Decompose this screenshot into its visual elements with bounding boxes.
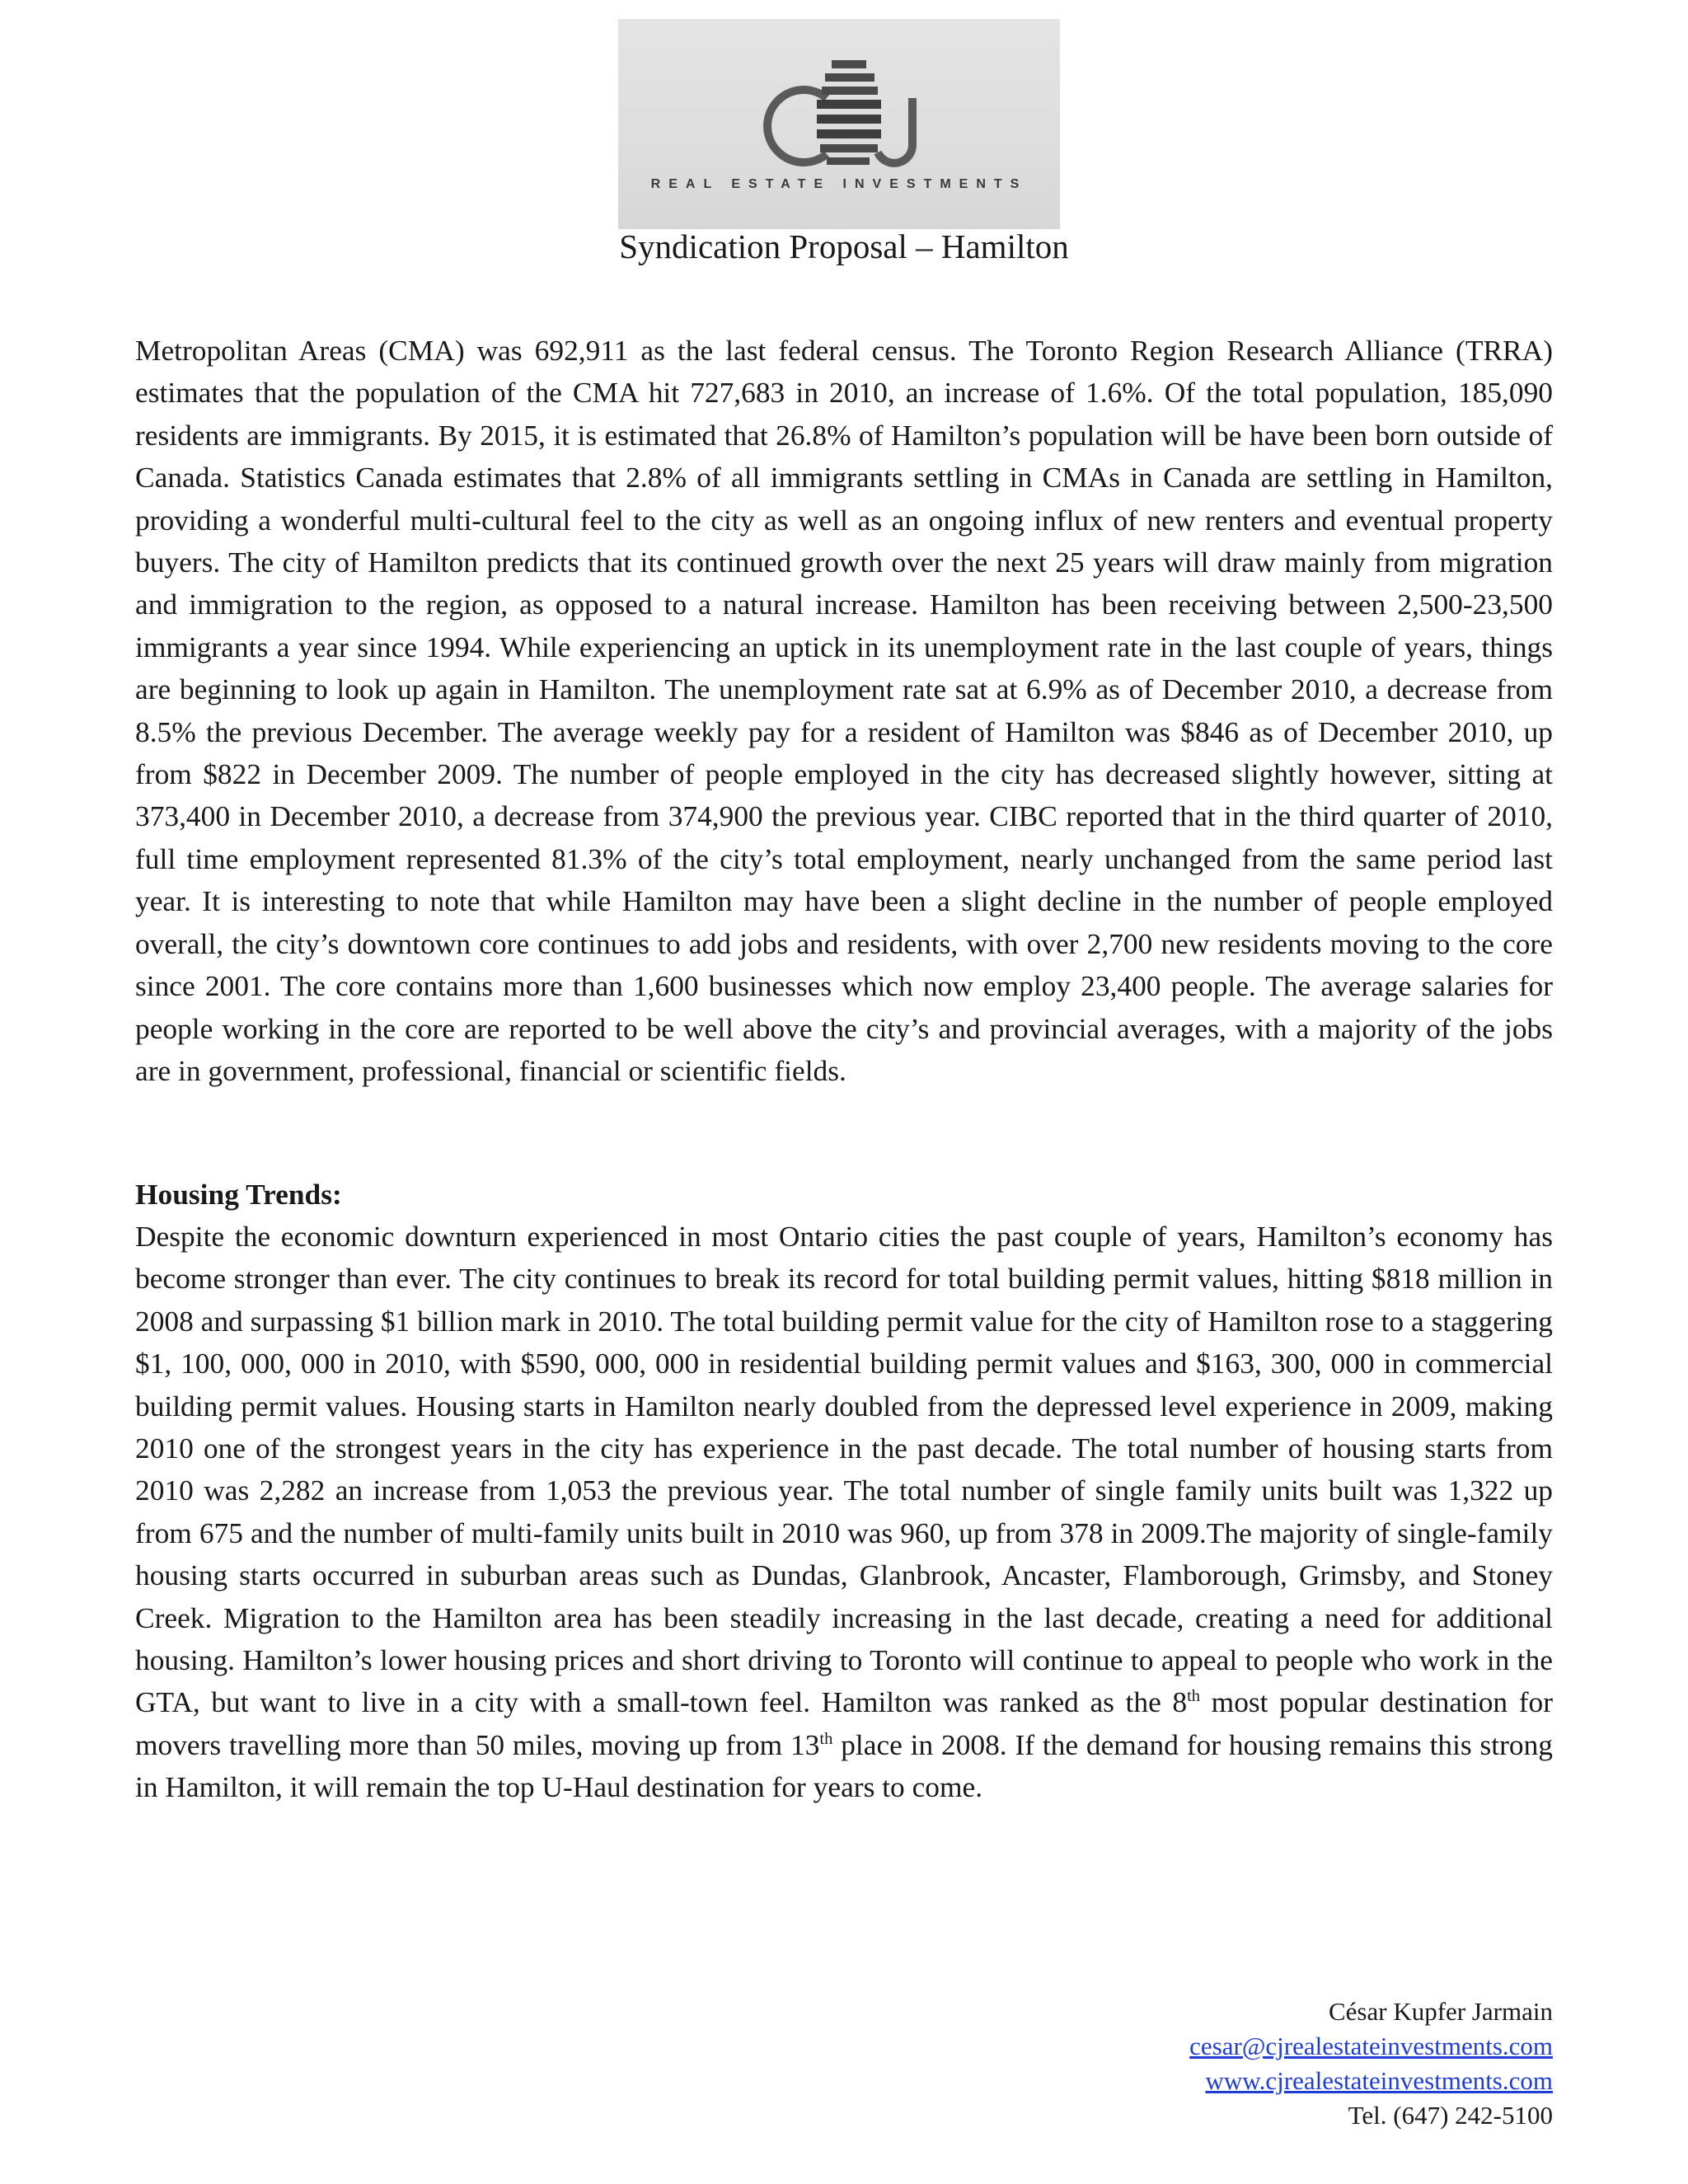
housing-text-part-1: Despite the economic downturn experienced in most Ontario cities the past couple of years, Hamilton’s economy has become stronger than ever. The city continues to break its record for total building permit values, hitting $818 million in 2008 and surpassing $1 billion mark in 2010. The total building permit value for the city of Hamilton rose to a staggering $1, 100, 000, 000 in 2010, with $590, 000, 000 in residential building permit values and $163, 300, 000 in commercial building permit values. Housing starts in Hamilton nearly doubled from the depressed level experience in 2009, making 2010 one of the strongest years in the city has experience in the past decade. The total number of housing starts from 2010 was 2,282 an increase from 1,053 the previous year. The total number of single family units built was 1,322 up from 675 and the number of multi-family units built in 2010 was 960, up from 378 in 2009.The majority of single-family housing starts occurred in suburban areas such as Dundas, Glanbrook, Ancaster, Flamborough, Grimsby, and Stoney Creek. Migration to the Hamilton area has been steadily increasing in the last decade, creating a need for additional housing. Hamilton’s lower housing prices and short driving to Toronto will continue to appeal to people who work in the GTA, but want to live in a city with a small-town feel. Hamilton was ranked as the 8 [135,1220,1553,1719]
housing-trends-text [135,1216,1553,1809]
company-logo [618,19,1060,229]
housing-text-part-2: most popular destination for movers travelling more than 50 miles, moving up from 13 [135,1685,1553,1761]
contact-footer [1189,1994,1553,2133]
email-link[interactable]: cesar@cjrealestateinvestments.com [1189,2032,1553,2060]
intro-paragraph-text: Metropolitan Areas (CMA) was 692,911 as the last federal census. The Toronto Region Research Alliance (TRRA) estimates that the population of the CMA hit 727,683 in 2010, an increase of 1.6%. Of the total population, 185,090 residents are immigrants. By 2015, it is estimated that 26.8% of Hamilton’s population will be have been born outside of Canada. Statistics Canada estimates that 2.8% of all immigrants settling in CMAs in Canada are settling in Hamilton, providing a wonderful multi-cultural feel to the city as well as an ongoing influx of new renters and eventual property buyers. The city of Hamilton predicts that its continued growth over the next 25 years will draw mainly from migration and immigration to the region, as opposed to a natural increase. Hamilton has been receiving between 2,500-23,500 immigrants a year since 1994. While experiencing an uptick in its unemployment rate in the last couple of years, things are beginning to look up again in Hamilton. The unemployment rate sat at 6.9% as of December 2010, a decrease from 8.5% the previous December. The average weekly pay for a resident of Hamilton was $846 as of December 2010, up from $822 in December 2009. The number of people employed in the city has decreased slightly however, sitting at 373,400 in December 2010, a decrease from 374,900 the previous year. CIBC reported that in the third quarter of 2010, full time employment represented 81.3% of the city’s total employment, nearly unchanged from the same period last year. It is interesting to note that while Hamilton may have been a slight decline in the number of people employed overall, the city’s downtown core continues to add jobs and residents, with over 2,700 new residents moving to the core since 2001. The core contains more than 1,600 businesses which now employ 23,400 people. The average salaries for people working in the core are reported to be well above the city’s and provincial averages, with a majority of the jobs are in government, professional, financial or scientific fields. [135,334,1553,1087]
housing-text-part-3: place in 2008. If the demand for housing remains this strong in Hamilton, it will remain the top U-Haul destination for years to come. [135,1727,1553,1804]
page-title: Syndication Proposal – Hamilton [619,227,1069,265]
ordinal-suffix: th [1187,1687,1201,1706]
ordinal-suffix: th [819,1730,833,1749]
contact-name: César Kupfer Jarmain [1328,1997,1553,2026]
intro-paragraph [135,330,1553,1092]
website-link[interactable]: www.cjrealestateinvestments.com [1205,2066,1553,2095]
housing-trends-heading: Housing Trends: [135,1178,342,1211]
housing-trends-paragraph [135,1216,1553,1809]
contact-phone: Tel. (647) 242-5100 [1348,2101,1553,2130]
cej-logo-mark-icon [762,55,944,179]
logo-tagline: REAL ESTATE INVESTMENTS [650,177,1028,191]
